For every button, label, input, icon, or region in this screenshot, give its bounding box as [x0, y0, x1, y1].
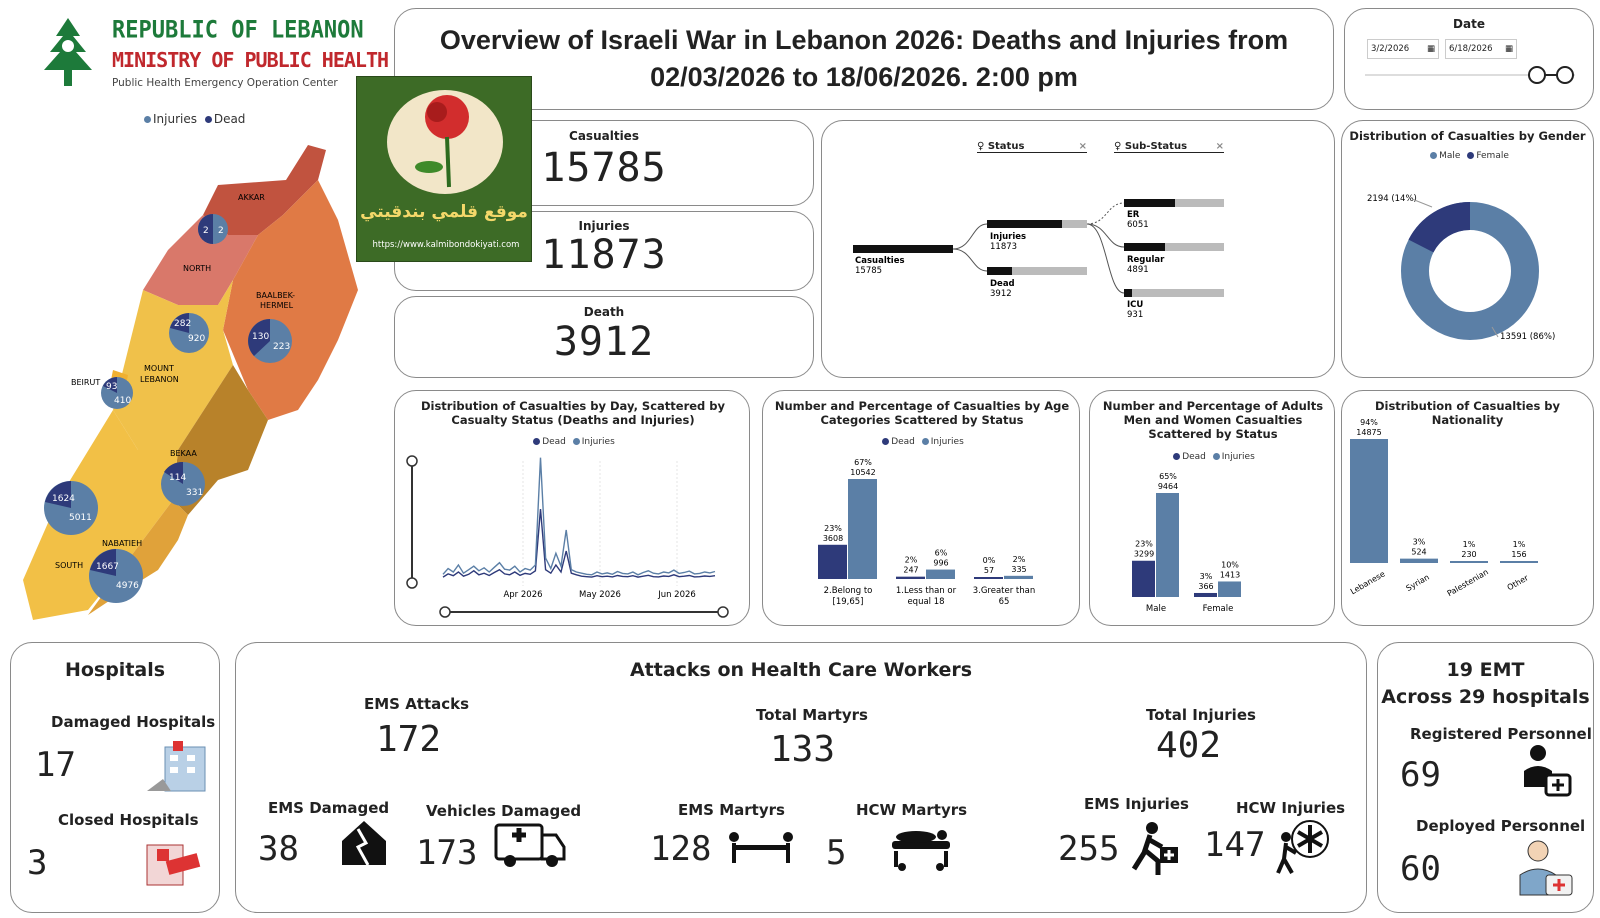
- date-filter: [1344, 8, 1594, 110]
- x-tick-label: Apr 2026: [503, 590, 543, 600]
- x-category-label: Syrian: [1404, 572, 1431, 594]
- bar-pct-label: 10%: [1221, 560, 1239, 570]
- status-label: Status: [987, 141, 1025, 152]
- bar-value-label: 3608: [822, 533, 844, 543]
- adults-chart-card: [1089, 390, 1335, 626]
- x-slider-handle-right[interactable]: [718, 607, 728, 617]
- map-label-beirut: BEIRUT: [71, 378, 101, 387]
- gender-card: [1341, 120, 1594, 378]
- deployed-label: Deployed Personnel: [1416, 817, 1586, 835]
- decomposition-tree-card: [821, 120, 1335, 378]
- svg-text:282: 282: [174, 319, 192, 329]
- bar-casualties[interactable]: [853, 245, 953, 253]
- x-tick-label: Jun 2026: [658, 590, 696, 600]
- dead-legend-label: Dead: [1182, 452, 1206, 462]
- bar-value-label: 156: [1511, 550, 1527, 559]
- hospitals-card: [10, 642, 220, 913]
- y-slider-handle-top[interactable]: [407, 456, 417, 466]
- svg-text:1624: 1624: [52, 494, 75, 504]
- node-icu-value: 931: [1127, 310, 1144, 320]
- pie-bekaa[interactable]: [161, 462, 205, 506]
- bar-nationality[interactable]: [1500, 561, 1538, 563]
- age-bar-chart: [763, 391, 1081, 627]
- male-legend-dot: [1430, 152, 1437, 159]
- map-label-baalbek2: HERMEL: [260, 301, 294, 310]
- svg-text:93: 93: [106, 382, 118, 392]
- ems-martyrs-label: EMS Martyrs: [678, 801, 785, 819]
- svg-text:2: 2: [218, 226, 224, 236]
- bar-injuries[interactable]: [848, 479, 877, 579]
- death-value: 3912: [553, 319, 655, 365]
- ambulance-icon: [492, 815, 568, 871]
- emt-line1: 19 EMT: [1446, 659, 1525, 681]
- ems-martyrs-value: 128: [650, 829, 712, 869]
- pie-nabatieh[interactable]: [89, 549, 143, 603]
- total-martyrs-label: Total Martyrs: [756, 706, 868, 724]
- x-slider-handle-left[interactable]: [440, 607, 450, 617]
- series-line-injuries[interactable]: [443, 458, 715, 575]
- donut-female[interactable]: [1421, 216, 1470, 246]
- bar-regular[interactable]: [1124, 243, 1165, 251]
- ems-injuries-value: 255: [1058, 829, 1120, 869]
- lightbulb-icon: ♀: [1114, 141, 1122, 152]
- nationality-chart-card: [1341, 390, 1594, 626]
- pie-mount-lebanon[interactable]: [169, 313, 209, 353]
- bar-dead[interactable]: [1194, 593, 1217, 597]
- org-line1: REPUBLIC OF LEBANON: [112, 16, 364, 45]
- node-regular-label: Regular: [1127, 255, 1165, 265]
- map-label-north: NORTH: [183, 264, 212, 273]
- map-label-bekaa: BEKAA: [170, 449, 197, 458]
- registered-label: Registered Personnel: [1410, 725, 1592, 743]
- bar-pct-label: 94%: [1360, 418, 1378, 427]
- x-category-label: Female: [1202, 604, 1234, 614]
- bar-nationality[interactable]: [1450, 561, 1488, 563]
- bar-value-label: 247: [903, 565, 919, 575]
- daily-chart-card: [394, 390, 750, 626]
- bar-pct-label: 1%: [1512, 540, 1526, 549]
- vehicles-damaged-label: Vehicles Damaged: [426, 802, 582, 820]
- svg-text:2: 2: [203, 226, 209, 236]
- watermark-badge: [356, 76, 532, 262]
- total-injuries-value: 402: [1156, 725, 1222, 766]
- ems-injuries-label: EMS Injuries: [1084, 795, 1189, 813]
- dead-legend-label: Dead: [542, 437, 566, 447]
- hospitals-title: Hospitals: [64, 659, 166, 681]
- female-value-label: 2194 (14%): [1367, 194, 1417, 204]
- series-line-dead[interactable]: [443, 509, 715, 577]
- medical-staff-icon: [1520, 743, 1574, 799]
- date-start-value: 3/2/2026: [1371, 44, 1410, 54]
- closed-hospitals-label: Closed Hospitals: [58, 811, 199, 829]
- injuries-value: 11873: [541, 232, 667, 278]
- injuries-legend-label: Injuries: [581, 437, 615, 447]
- stretcher-carry-icon: [726, 829, 796, 869]
- bar-pct-label: 6%: [934, 548, 948, 558]
- attacks-card: [235, 642, 1367, 913]
- tree-svg: [822, 121, 1336, 379]
- bar-pct-label: 2%: [1012, 554, 1026, 564]
- injuries-label: Injuries: [578, 219, 630, 233]
- close-icon[interactable]: ×: [1078, 141, 1087, 152]
- svg-text:114: 114: [169, 473, 187, 483]
- medic-star-of-life-icon: [1274, 817, 1332, 875]
- svg-text:331: 331: [186, 488, 204, 498]
- date-slider-handle-end[interactable]: [1556, 66, 1574, 84]
- ems-damaged-value: 38: [258, 829, 299, 869]
- ems-attacks-value: 172: [376, 719, 442, 760]
- bar-value-label: 366: [1198, 581, 1214, 591]
- bar-injuries[interactable]: [926, 570, 955, 579]
- node-casualties-value: 15785: [855, 266, 883, 276]
- bar-pct-label: 23%: [824, 523, 842, 533]
- injuries-legend-label: Injuries: [930, 437, 964, 447]
- calendar-icon[interactable]: ▦: [1426, 44, 1435, 54]
- pie-beirut[interactable]: [101, 377, 133, 409]
- total-martyrs-value: 133: [770, 729, 836, 770]
- injuries-legend-dot: [144, 116, 151, 123]
- damaged-hospital-icon: [145, 739, 211, 795]
- lightbulb-icon: ♀: [977, 141, 985, 152]
- age-chart-title: Number and Percentage of Casualties by Age Categories Scattered by Status: [774, 399, 1070, 427]
- bar-pct-label: 67%: [854, 458, 872, 467]
- x-category-label: Lebanese: [1348, 569, 1387, 597]
- damaged-hospitals-value: 17: [35, 745, 76, 785]
- x-category-label: Other: [1505, 573, 1530, 593]
- bar-dead[interactable]: [818, 545, 847, 579]
- adults-chart-title: Number and Percentage of Adults Men and Women Casualties Scattered by Status: [1102, 399, 1324, 441]
- date-slider-handle-start[interactable]: [1528, 66, 1546, 84]
- org-line2: MINISTRY OF PUBLIC HEALTH: [112, 48, 389, 72]
- bar-injuries[interactable]: [1218, 581, 1241, 597]
- moph-logo: [28, 14, 389, 94]
- closed-hospital-icon: [143, 839, 203, 889]
- x-tick-label: May 2026: [579, 590, 621, 600]
- substatus-label: Sub-Status: [1124, 141, 1188, 152]
- female-legend-dot: [1467, 152, 1474, 159]
- rose-icon: [357, 77, 533, 207]
- bar-dead[interactable]: [987, 267, 1012, 275]
- svg-text:223: 223: [273, 342, 291, 352]
- svg-text:130: 130: [252, 332, 270, 342]
- nationality-bar-chart: [1342, 391, 1595, 627]
- bar-value-label: 996: [933, 558, 949, 568]
- bar-value-label: 57: [983, 566, 995, 575]
- node-dead-value: 3912: [990, 289, 1012, 299]
- closed-hospitals-value: 3: [27, 843, 48, 883]
- x-category-label: 3.Greater than: [972, 586, 1036, 596]
- bar-icu-bg: [1124, 289, 1224, 297]
- x-category-label: 1.Less than or: [895, 586, 957, 596]
- deployed-value: 60: [1400, 849, 1441, 889]
- bar-dead[interactable]: [896, 577, 925, 579]
- title-card: [394, 8, 1334, 110]
- node-regular-value: 4891: [1127, 265, 1149, 275]
- pie-akkar[interactable]: [198, 214, 228, 244]
- watermark-arabic: موقع قلمي بندقيتي: [360, 202, 528, 222]
- hospital-bed-icon: [886, 823, 956, 873]
- date-start-input[interactable]: [1367, 39, 1439, 59]
- bar-nationality[interactable]: [1400, 559, 1438, 563]
- casualties-label: Casualties: [569, 129, 639, 143]
- doctor-with-kit-icon: [1516, 839, 1576, 899]
- map-label-south: SOUTH: [55, 561, 84, 570]
- emt-card: [1377, 642, 1594, 913]
- bar-dead[interactable]: [974, 577, 1003, 579]
- pie-baalbek[interactable]: [248, 319, 292, 363]
- adults-bar-chart: [1090, 391, 1336, 627]
- bar-pct-label: 2%: [904, 555, 918, 565]
- map-label-nabatieh: NABATIEH: [102, 539, 143, 548]
- total-injuries-label: Total Injuries: [1146, 706, 1256, 724]
- node-icu-label: ICU: [1127, 300, 1144, 310]
- nationality-chart-title: Distribution of Casualties by Nationality: [1374, 399, 1561, 427]
- bar-pct-label: 0%: [982, 556, 996, 565]
- pie-south[interactable]: [44, 481, 98, 535]
- dead-legend-dot: [205, 116, 212, 123]
- calendar-icon[interactable]: ▦: [1504, 44, 1513, 54]
- date-end-input[interactable]: [1445, 39, 1517, 59]
- map-legend: [140, 112, 245, 126]
- bar-value-label: 1413: [1219, 570, 1241, 580]
- dead-legend-label: Dead: [891, 437, 915, 447]
- x-category-label: equal 18: [907, 597, 945, 607]
- cedar-logo-icon: [28, 14, 108, 92]
- close-icon[interactable]: ×: [1215, 141, 1224, 152]
- bar-pct-label: 3%: [1199, 571, 1213, 581]
- x-category-label: Palestenian: [1445, 567, 1490, 599]
- svg-text:5011: 5011: [69, 513, 92, 523]
- paramedic-running-icon: [1128, 821, 1182, 877]
- org-line3: Public Health Emergency Operation Center: [112, 77, 338, 89]
- damaged-hospitals-label: Damaged Hospitals: [51, 713, 216, 731]
- bar-value-label: 524: [1411, 547, 1427, 557]
- gender-title: Distribution of Casualties by Gender: [1349, 129, 1586, 143]
- hcw-martyrs-label: HCW Martyrs: [856, 801, 968, 819]
- svg-text:1667: 1667: [96, 562, 119, 572]
- hcw-injuries-label: HCW Injuries: [1236, 799, 1346, 817]
- bar-injuries[interactable]: [1004, 576, 1033, 579]
- daily-line-chart: [395, 391, 751, 627]
- bar-value-label: 335: [1011, 564, 1027, 574]
- ems-attacks-label: EMS Attacks: [364, 695, 470, 713]
- gender-donut: [1342, 159, 1595, 379]
- bar-injuries[interactable]: [1156, 493, 1179, 597]
- node-er-label: ER: [1127, 210, 1140, 220]
- node-casualties-label: Casualties: [855, 256, 905, 266]
- destroyed-house-icon: [338, 817, 390, 867]
- bar-injuries[interactable]: [987, 220, 1062, 228]
- female-legend-label: Female: [1476, 151, 1509, 161]
- hcw-martyrs-value: 5: [826, 833, 847, 873]
- attacks-title: Attacks on Health Care Workers: [629, 659, 973, 681]
- bar-pct-label: 1%: [1462, 540, 1476, 549]
- node-dead-label: Dead: [990, 279, 1015, 289]
- x-category-label: [19,65]: [832, 597, 864, 607]
- daily-chart-title: Distribution of Casualties by Day, Scattered by Casualty Status (Deaths and Injuries): [420, 399, 726, 427]
- bar-value-label: 14875: [1356, 428, 1382, 437]
- lebanon-map: [18, 140, 368, 625]
- bar-er[interactable]: [1124, 199, 1175, 207]
- watermark-url: https://www.kalmibondokiyati.com: [372, 240, 520, 250]
- svg-text:920: 920: [188, 334, 206, 344]
- dead-legend-label: Dead: [213, 112, 246, 126]
- emt-line2: Across 29 hospitals: [1381, 686, 1590, 708]
- age-chart-card: [762, 390, 1080, 626]
- bar-value-label: 10542: [850, 468, 876, 477]
- bar-pct-label: 65%: [1159, 472, 1177, 481]
- injuries-legend-label: Injuries: [153, 112, 197, 126]
- bar-nationality[interactable]: [1350, 439, 1388, 563]
- hcw-injuries-value: 147: [1204, 825, 1266, 865]
- date-filter-label: Date: [1453, 17, 1485, 31]
- bar-value-label: 9464: [1157, 482, 1179, 491]
- x-category-label: 65: [998, 597, 1010, 607]
- map-label-baalbek1: BAALBEK-: [256, 291, 295, 300]
- x-category-label: 2.Belong to: [823, 586, 873, 596]
- vehicles-damaged-value: 173: [416, 833, 478, 873]
- bar-icu[interactable]: [1124, 289, 1132, 297]
- date-end-value: 6/18/2026: [1449, 44, 1493, 54]
- page-title: Overview of Israeli War in Lebanon 2026: Deaths and Injuries from 02/03/2026 to 18/06/2026. 2:00 pm: [439, 25, 1289, 92]
- svg-text:4976: 4976: [116, 581, 139, 591]
- map-label-akkar: AKKAR: [238, 193, 265, 202]
- y-slider-handle-bottom[interactable]: [407, 578, 417, 588]
- male-legend-label: Male: [1439, 151, 1461, 161]
- bar-value-label: 230: [1461, 550, 1477, 559]
- svg-text:410: 410: [114, 396, 132, 406]
- node-injuries-value: 11873: [990, 242, 1018, 252]
- node-er-value: 6051: [1127, 220, 1149, 230]
- x-category-label: Male: [1145, 604, 1167, 614]
- bar-pct-label: 23%: [1135, 539, 1153, 549]
- bar-value-label: 3299: [1133, 549, 1155, 559]
- map-label-mount1: MOUNT: [144, 364, 174, 373]
- node-injuries-label: Injuries: [990, 232, 1027, 242]
- casualties-value: 15785: [541, 145, 667, 191]
- registered-value: 69: [1400, 755, 1441, 795]
- ems-damaged-label: EMS Damaged: [268, 799, 390, 817]
- death-label: Death: [583, 305, 625, 319]
- map-label-mount2: LEBANON: [140, 375, 179, 384]
- injuries-legend-label: Injuries: [1221, 452, 1255, 462]
- male-value-label: 13591 (86%): [1500, 332, 1556, 342]
- bar-dead[interactable]: [1132, 561, 1155, 597]
- bar-pct-label: 3%: [1412, 537, 1426, 547]
- death-card: [394, 296, 814, 378]
